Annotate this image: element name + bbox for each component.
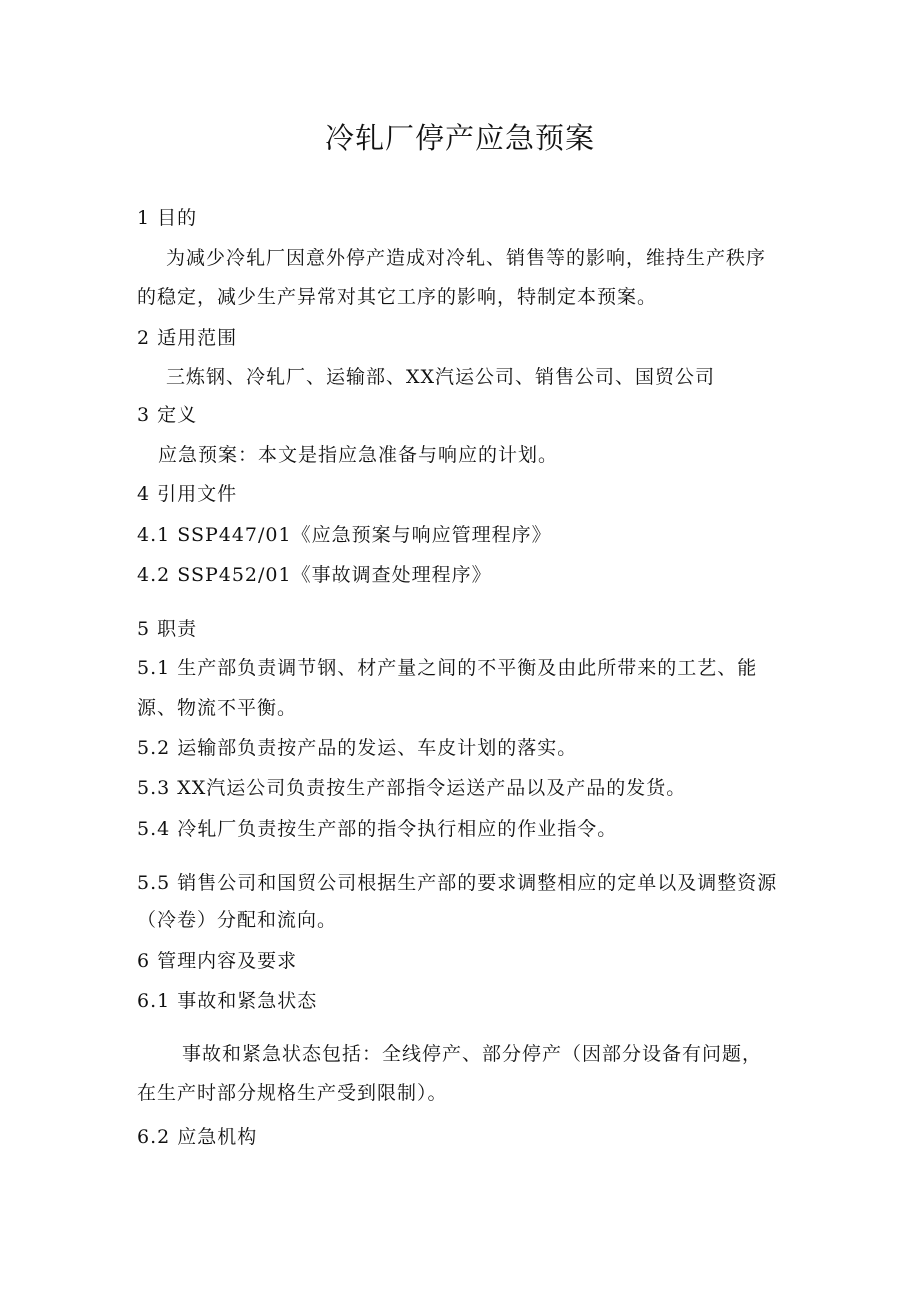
section-heading-responsibilities: 5 职责 <box>137 618 198 640</box>
paragraph-line: 在生产时部分规格生产受到限制）。 <box>137 1082 448 1104</box>
section-heading-scope: 2 适用范围 <box>137 327 238 349</box>
section-heading-definition: 3 定义 <box>137 404 198 426</box>
paragraph-line: 为减少冷轧厂因意外停产造成对冷轧、销售等的影响，维持生产秩序 <box>166 247 767 269</box>
paragraph-line: 的稳定，减少生产异常对其它工序的影响，特制定本预案。 <box>137 286 658 308</box>
section-heading-management: 6 管理内容及要求 <box>137 950 298 972</box>
section-heading-references: 4 引用文件 <box>137 483 238 505</box>
section-heading-purpose: 1 目的 <box>137 207 198 229</box>
list-item: 5.5 销售公司和国贸公司根据生产部的要求调整相应的定单以及调整资源 <box>137 872 778 894</box>
paragraph-line: 事故和紧急状态包括：全线停产、部分停产（因部分设备有问题， <box>182 1043 763 1065</box>
subsection-heading: 6.2 应急机构 <box>137 1126 258 1148</box>
page-title: 冷轧厂停产应急预案 <box>324 121 595 155</box>
list-item: 5.3 XX汽运公司负责按生产部指令运送产品以及产品的发货。 <box>137 777 687 799</box>
list-item: 5.2 运输部负责按产品的发运、车皮计划的落实。 <box>137 737 578 759</box>
paragraph-line: （冷卷）分配和流向。 <box>137 909 338 931</box>
paragraph-line: 三炼钢、冷轧厂、运输部、XX汽运公司、销售公司、国贸公司 <box>166 366 716 388</box>
list-item: 5.1 生产部负责调节钢、材产量之间的不平衡及由此所带来的工艺、能 <box>137 657 758 679</box>
list-item: 4.1 SSP447/01《应急预案与响应管理程序》 <box>137 524 552 546</box>
paragraph-line: 应急预案：本文是指应急准备与响应的计划。 <box>158 444 559 466</box>
paragraph-line: 源、物流不平衡。 <box>137 697 298 719</box>
subsection-heading: 6.1 事故和紧急状态 <box>137 990 318 1012</box>
list-item: 5.4 冷轧厂负责按生产部的指令执行相应的作业指令。 <box>137 818 618 840</box>
list-item: 4.2 SSP452/01《事故调查处理程序》 <box>137 564 492 586</box>
